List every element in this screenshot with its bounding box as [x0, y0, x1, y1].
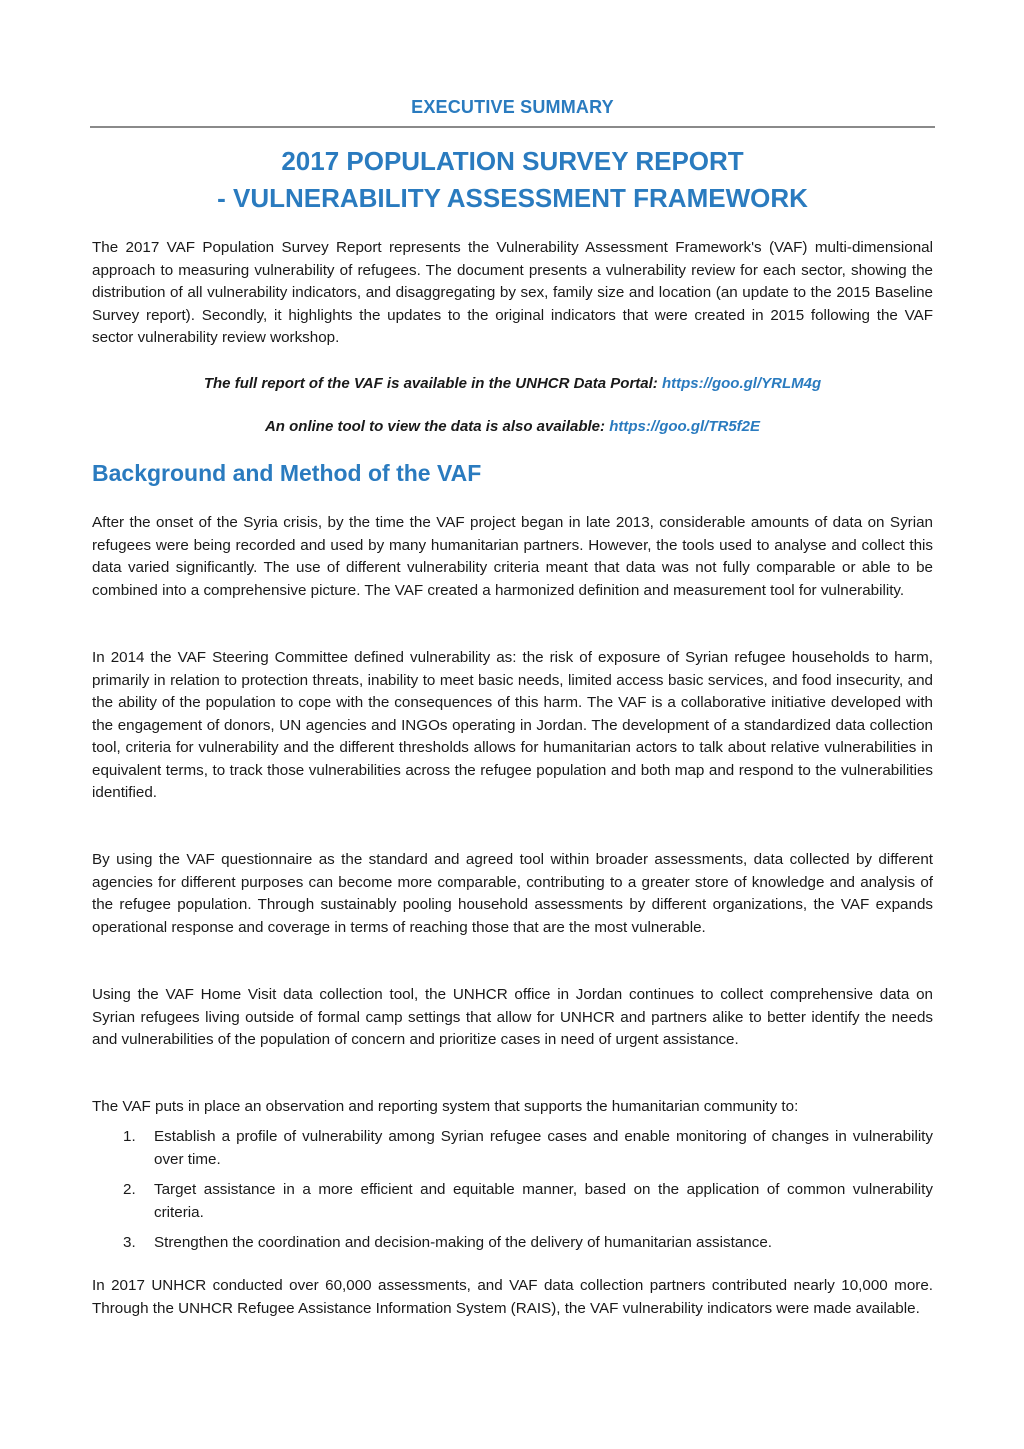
background-paragraph-2: In 2014 the VAF Steering Committee defined vulnerability as: the risk of exposure of Syrian refugee households to harm, primarily in relation to protection threats, inability to meet basic needs, limited access basic services, and food insecurity, and the ability of the population to cope with the consequences of this harm. The VAF is a collaborative initiative developed with the engagement of donors, UN agencies and INGOs operating in Jordan. The development of a standardized data collection tool, criteria for vulnerability and the different thresholds allows for humanitarian actors to talk about relative vulnerabilities in equivalent terms, to track those vulnerabilities across the refugee population and both map and respond to the vulnerabilities identified. — [92, 649, 933, 801]
list-item-text: Target assistance in a more efficient and equitable manner, based on the application of common vulnerability criteria. — [154, 1181, 933, 1221]
background-paragraph-4: Using the VAF Home Visit data collection tool, the UNHCR office in Jordan continues to collect comprehensive data on Syrian refugees living outside of formal camp settings that allow for UNHCR and partners alike to better identify the needs and vulnerabilities of the population of concern and prioritize cases in need of urgent assistance. — [92, 986, 933, 1048]
background-paragraph-6: In 2017 UNHCR conducted over 60,000 assessments, and VAF data collection partners contributed nearly 10,000 more. Through the UNHCR Refugee Assistance Information System (RAIS), the VAF vulnerability indicators were made available. — [92, 1277, 933, 1317]
section-heading: Background and Method of the VAF — [92, 460, 482, 486]
page-title — [92, 143, 933, 217]
background-paragraph-1: After the onset of the Syria crisis, by the time the VAF project began in late 2013, considerable amounts of data on Syrian refugees were being recorded and used by many humanitarian partners. However, the tools used to analyse and collect this data varied significantly. The use of different vulnerability criteria meant that data was not fully comparable or able to be combined into a comprehensive picture. The VAF created a harmonized definition and measurement tool for vulnerability. — [92, 514, 933, 599]
list-item-number: 3. — [123, 1234, 136, 1251]
section-label: EXECUTIVE SUMMARY — [411, 97, 614, 117]
full-report-text: The full report of the VAF is available in the UNHCR Data Portal: — [203, 375, 662, 392]
background-paragraph-3: By using the VAF questionnaire as the standard and agreed tool within broader assessments, data collected by different agencies for different purposes can become more comparable, contributing to a greater store of knowledge and analysis of the refugee population. Through sustainably pooling household assessments by different organizations, the VAF expands operational response and coverage in terms of reaching those that are the most vulnerable. — [92, 851, 933, 936]
online-tool-line — [92, 418, 933, 435]
title-line-1: 2017 POPULATION SURVEY REPORT — [281, 146, 744, 176]
full-report-link[interactable]: https://goo.gl/YRLM4g — [661, 375, 822, 392]
list-item — [92, 1179, 933, 1224]
background-paragraph-5: The VAF puts in place an observation and reporting system that supports the humanitarian community to: — [92, 1098, 799, 1115]
full-report-line — [92, 375, 933, 392]
list-item — [92, 1232, 933, 1255]
intro-paragraph: The 2017 VAF Population Survey Report represents the Vulnerability Assessment Framework's (VAF) multi-dimensional approach to measuring vulnerability of refugees. The document presents a vulnerability review for each sector, showing the distribution of all vulnerability indicators, and disaggregating by sex, family size and location (an update to the 2015 Baseline Survey report). Secondly, it highlights the updates to the original indicators that were created in 2015 following the VAF sector vulnerability review workshop. — [92, 239, 933, 346]
list-item-text: Strengthen the coordination and decision-making of the delivery of humanitarian assistance. — [154, 1234, 772, 1251]
list-item — [92, 1126, 933, 1171]
objectives-list — [92, 1126, 933, 1263]
list-item-number: 1. — [123, 1128, 136, 1145]
list-item-text: Establish a profile of vulnerability among Syrian refugee cases and enable monitoring of changes in vulnerability over time. — [154, 1128, 933, 1168]
online-tool-link[interactable]: https://goo.gl/TR5f2E — [609, 418, 761, 435]
title-line-2: - VULNERABILITY ASSESSMENT FRAMEWORK — [217, 183, 808, 213]
header-divider — [90, 126, 935, 128]
list-item-number: 2. — [123, 1181, 136, 1198]
online-tool-text: An online tool to view the data is also available: — [264, 418, 610, 435]
